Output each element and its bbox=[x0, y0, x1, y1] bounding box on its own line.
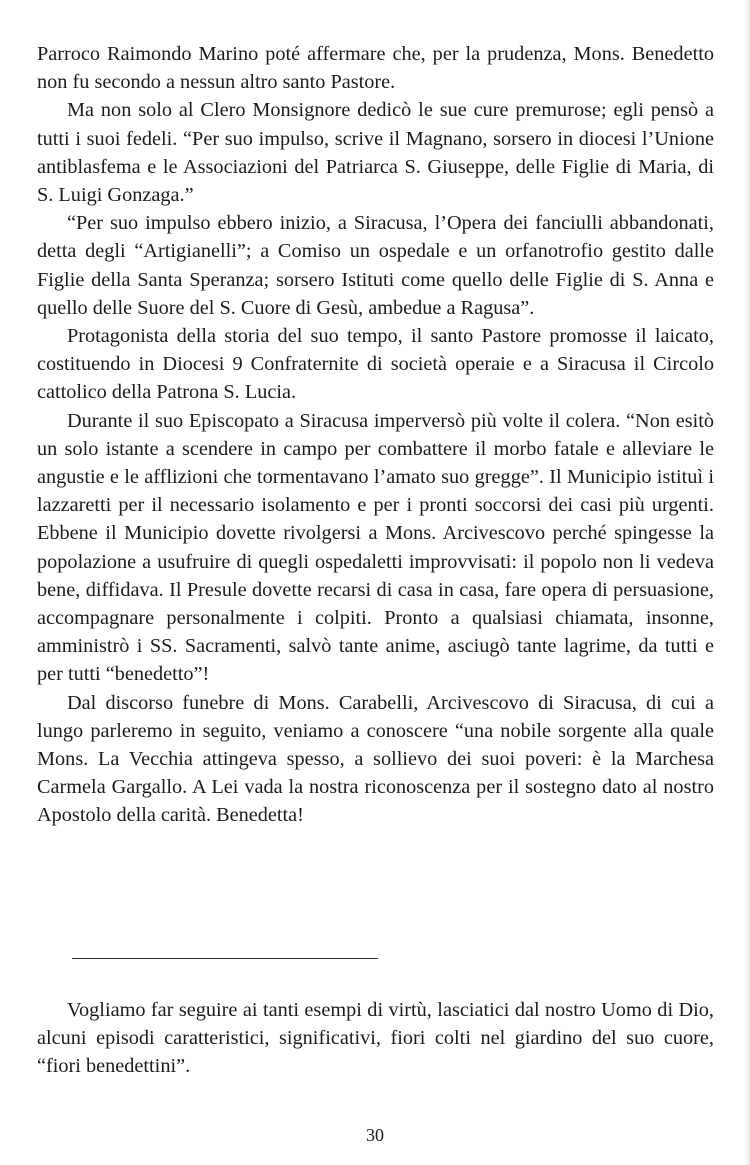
section-divider bbox=[72, 958, 378, 959]
closing-paragraph: Vogliamo far seguire ai tanti esempi di virtù, lasciatici dal nostro Uomo di Dio, alcuni episodi caratteristici, significativi, fiori colti nel giardino del suo cuore, “fiori benedettini”. bbox=[37, 999, 714, 1078]
closing-text bbox=[37, 996, 714, 1081]
paragraph: Protagonista della storia del suo tempo, il santo Pastore promosse il laicato, costituendo in Diocesi 9 Confraternite di società operaie e a Siracusa il Circolo cattolico della Patrona S. Lucia. bbox=[37, 325, 714, 404]
main-text bbox=[37, 40, 714, 830]
paragraph: Ma non solo al Clero Monsignore dedicò le sue cure premurose; egli pensò a tutti i suoi fedeli. “Per suo impulso, scrive il Magnano, sorsero in diocesi l’Unione antiblasfema e le Associazioni del Patriarca S. Giuseppe, delle Figlie di Maria, di S. Luigi Gonzaga.” bbox=[37, 99, 714, 207]
paragraph: Dal discorso funebre di Mons. Carabelli, Arcivescovo di Siracusa, di cui a lungo parleremo in seguito, veniamo a conoscere “una nobile sorgente alla quale Mons. La Vecchia attingeva spesso, a sollievo dei suoi poveri: è la Marchesa Carmela Gargallo. A Lei vada la nostra riconoscenza per il sostegno dato al nostro Apostolo della carità. Benedetta! bbox=[37, 691, 714, 827]
paragraph: “Per suo impulso ebbero inizio, a Siracusa, l’Opera dei fanciulli abbandonati, detta degli “Artigianelli”; a Comiso un ospedale e un orfanotrofio gestito dalle Figlie della Santa Speranza; sorsero Istituti come quello delle Figlie di S. Anna e quello delle Suore del S. Cuore di Gesù, ambedue a Ragusa”. bbox=[37, 212, 714, 319]
page-edge-shadow bbox=[744, 0, 750, 1165]
page-number: 30 bbox=[366, 1125, 384, 1145]
paragraph: Parroco Raimondo Marino poté affermare che, per la prudenza, Mons. Benedetto non fu secondo a nessun altro santo Pastore. bbox=[37, 43, 714, 94]
paragraph: Durante il suo Episcopato a Siracusa imperversò più volte il colera. “Non esitò un solo istante a scendere in campo per combattere il morbo fatale e alleviare le angustie e le afflizioni che tormentavano l’amato suo gregge”. Il Municipio istituì i lazzaretti per il necessario isolamento e per i pronti soccorsi dei casi più urgenti. Ebbene il Municipio dovette rivolgersi a Mons. Arcivescovo perché spingesse la popolazione a usufruire di quegli ospedaletti improvvisati: il popolo non li vedeva bene, diffidava. Il Presule dovette recarsi di casa in casa, fare opera di persuasione, accompagnare personalmente i colpiti. Pronto a qualsiasi chiamata, insonne, amministrò i SS. Sacramenti, salvò tante anime, asciugò tante lagrime, da tutti e per tutti “benedetto”! bbox=[37, 409, 714, 686]
